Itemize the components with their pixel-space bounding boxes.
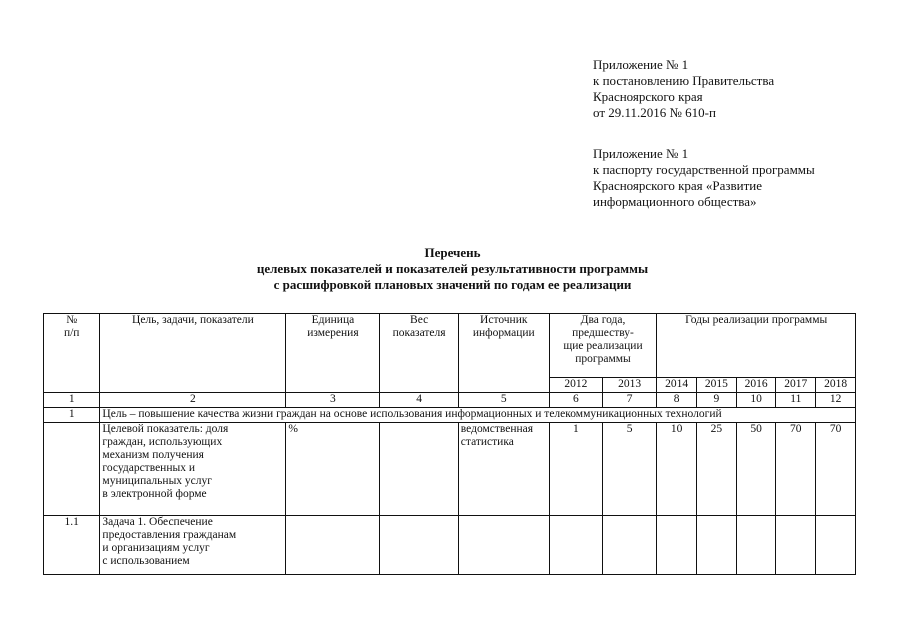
indicator-value-cell: 5: [602, 423, 656, 516]
indicator-text-cell: [100, 423, 286, 516]
header-unit-line: Единица: [311, 314, 355, 326]
task-text-line: Задача 1. Обеспечение: [102, 516, 213, 528]
year-cell: 2013: [602, 378, 656, 393]
year-cell: 2014: [657, 378, 697, 393]
header-weight-line: Вес: [410, 314, 429, 326]
header-unit-line: измерения: [307, 327, 359, 339]
indicator-text-line: государственных и: [102, 462, 195, 474]
task-empty-cell: [458, 516, 549, 575]
goal-num-cell: 1: [44, 408, 100, 423]
year-cell: 2017: [776, 378, 816, 393]
year-cell: 2016: [736, 378, 776, 393]
table-column-numbers-row: [44, 393, 856, 408]
header-prev-years-line: Два года,: [580, 314, 626, 326]
document-title: [0, 245, 905, 293]
indicator-weight-cell: [380, 423, 458, 516]
task-empty-cell: [657, 516, 697, 575]
appendix-decree-line: от 29.11.2016 № 610-п: [593, 105, 716, 120]
task-row: [44, 516, 856, 575]
column-number-cell: 2: [100, 393, 286, 408]
column-number-cell: 8: [657, 393, 697, 408]
indicator-text-line: Целевой показатель: доля: [102, 423, 229, 435]
title-line: целевых показателей и показателей результативности программы: [256, 261, 649, 276]
header-num-cell: [44, 314, 100, 393]
header-unit-cell: [286, 314, 380, 393]
header-prev-years-line: предшеству-: [572, 327, 634, 339]
column-number-cell: 4: [380, 393, 458, 408]
header-weight-line: показателя: [392, 327, 446, 339]
indicator-text-line: механизм получения: [102, 449, 204, 461]
indicator-value-cell: 70: [776, 423, 816, 516]
header-source-line: информации: [472, 327, 535, 339]
header-source-line: Источник: [480, 314, 528, 326]
column-number-cell: 12: [816, 393, 856, 408]
appendix-passport-line: Красноярского края «Развитие: [593, 178, 763, 193]
appendix-passport-line: информационного общества»: [593, 194, 757, 209]
indicator-text-line: в электронной форме: [102, 488, 207, 500]
header-num-line: п/п: [63, 327, 80, 339]
year-cell: 2012: [549, 378, 602, 393]
indicator-source-cell: [458, 423, 549, 516]
task-text-line: предоставления гражданам: [102, 529, 237, 541]
task-empty-cell: [776, 516, 816, 575]
task-empty-cell: [816, 516, 856, 575]
title-line: с расшифровкой плановых значений по годам ее реализации: [273, 277, 632, 292]
task-text-line: с использованием: [102, 555, 190, 567]
year-cell: 2018: [816, 378, 856, 393]
column-number-cell: 10: [736, 393, 776, 408]
task-num-cell: 1.1: [44, 516, 100, 575]
header-num-line: №: [66, 314, 78, 326]
column-number-cell: 9: [697, 393, 737, 408]
header-goal-cell: Цель, задачи, показатели: [100, 314, 286, 393]
task-text-cell: [100, 516, 286, 575]
goal-row: [44, 408, 856, 423]
appendix-decree-line: Приложение № 1: [593, 57, 689, 72]
indicator-text-line: граждан, использующих: [102, 436, 223, 448]
task-empty-cell: [380, 516, 458, 575]
column-number-cell: 1: [44, 393, 100, 408]
appendix-passport-block: [593, 146, 815, 210]
header-prev-years-cell: [549, 314, 657, 378]
column-number-cell: 5: [458, 393, 549, 408]
header-prev-years-line: щие реализации: [563, 340, 643, 352]
header-source-cell: [458, 314, 549, 393]
indicator-value-cell: 50: [736, 423, 776, 516]
appendix-passport-line: Приложение № 1: [593, 146, 689, 161]
header-weight-cell: [380, 314, 458, 393]
indicator-value-cell: 10: [657, 423, 697, 516]
header-prev-years-line: программы: [575, 353, 631, 365]
indicator-value-cell: 70: [816, 423, 856, 516]
goal-text-cell: Цель – повышение качества жизни граждан на основе использования информационных и телекоммуникационных технологий: [100, 408, 856, 423]
indicator-source-line: ведомственная: [460, 423, 534, 435]
indicator-text-line: муниципальных услуг: [102, 475, 212, 487]
appendix-decree-line: к постановлению Правительства: [593, 73, 775, 88]
indicator-unit-cell: %: [286, 423, 380, 516]
indicator-source-line: статистика: [460, 436, 514, 448]
appendix-decree-block: [593, 57, 774, 121]
appendix-passport-line: к паспорту государственной программы: [593, 162, 815, 177]
header-program-years-cell: Годы реализации программы: [657, 314, 856, 378]
appendix-decree-line: Красноярского края: [593, 89, 703, 104]
table-header-row: [44, 314, 856, 378]
column-number-cell: 11: [776, 393, 816, 408]
task-text-line: и организациям услуг: [102, 542, 210, 554]
indicator-value-cell: 25: [697, 423, 737, 516]
task-empty-cell: [286, 516, 380, 575]
task-empty-cell: [602, 516, 656, 575]
title-line: Перечень: [424, 245, 481, 260]
column-number-cell: 3: [286, 393, 380, 408]
column-number-cell: 6: [549, 393, 602, 408]
indicator-value-cell: 1: [549, 423, 602, 516]
task-empty-cell: [697, 516, 737, 575]
indicator-row: [44, 423, 856, 516]
year-cell: 2015: [697, 378, 737, 393]
indicator-num-cell: [44, 423, 100, 516]
task-empty-cell: [736, 516, 776, 575]
indicators-table: [43, 313, 856, 575]
column-number-cell: 7: [602, 393, 656, 408]
task-empty-cell: [549, 516, 602, 575]
